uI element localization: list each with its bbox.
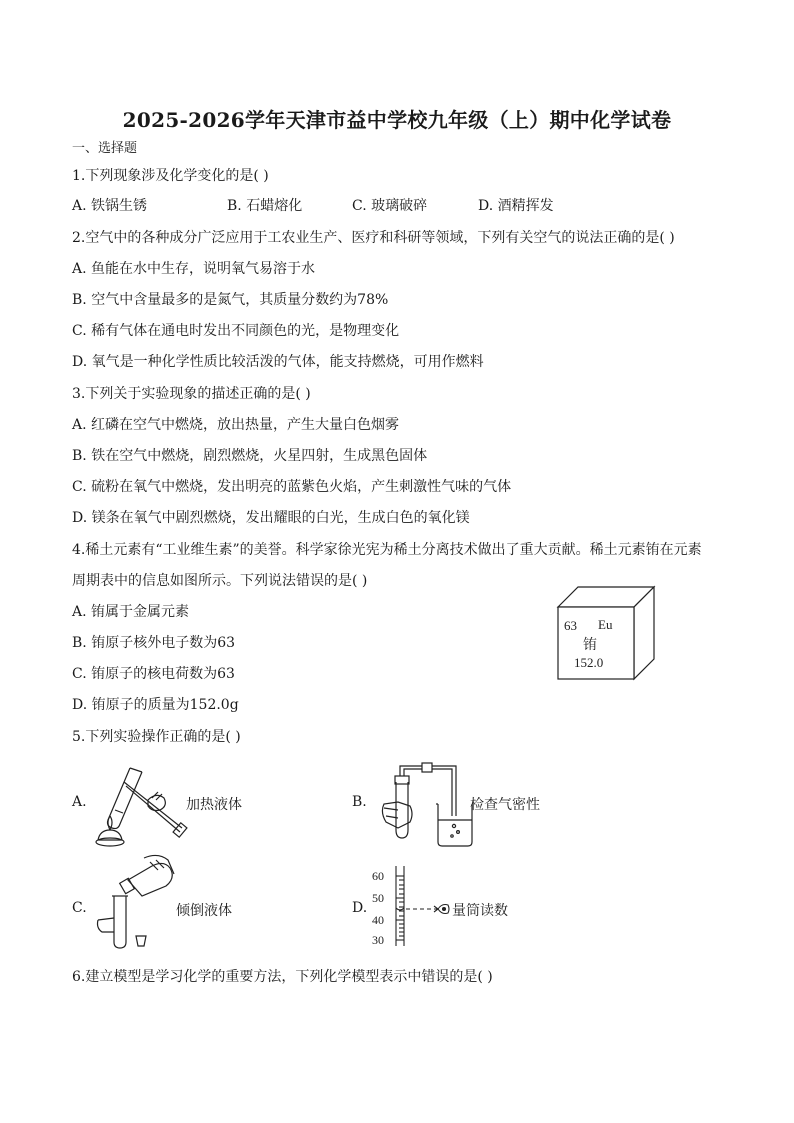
question-2-stem: 2.空气中的各种成分广泛应用于工农业生产、医疗和科研等领域，下列有关空气的说法正确的是( ): [72, 230, 675, 246]
question-4-stem-line1: 4.稀土元素有“工业维生素”的美誉。科学家徐光宪为稀土分离技术做出了重大贡献。稀土元素铕在元素: [72, 542, 702, 558]
q5-option-a-letter: A.: [72, 794, 87, 810]
element-mass: 152.0: [574, 655, 604, 670]
q1-option-a: A. 铁锅生锈: [72, 198, 148, 214]
element-card-figure: [556, 585, 656, 680]
airtightness-check-illustration: [370, 758, 474, 850]
q3-option-b: B. 铁在空气中燃烧，剧烈燃烧，火星四射，生成黑色固体: [72, 448, 428, 464]
element-symbol: Eu: [598, 617, 613, 632]
pouring-liquid-illustration: [92, 852, 184, 952]
cylinder-tick-60: 60: [372, 869, 384, 883]
q4-option-a: A. 铕属于金属元素: [72, 604, 190, 620]
section-heading: 一、选择题: [72, 141, 138, 156]
cylinder-tick-30: 30: [372, 933, 384, 947]
page-title: 2025-2026学年天津市益中学校九年级（上）期中化学试卷: [122, 108, 672, 132]
question-6-stem: 6.建立模型是学习化学的重要方法，下列化学模型表示中错误的是( ): [72, 969, 493, 985]
q2-option-a: A. 鱼能在水中生存，说明氧气易溶于水: [72, 261, 316, 277]
q1-option-d: D. 酒精挥发: [478, 198, 554, 214]
question-1-stem: 1.下列现象涉及化学变化的是( ): [72, 168, 269, 184]
q2-option-c: C. 稀有气体在通电时发出不同颜色的光，是物理变化: [72, 323, 400, 339]
q5-option-b-letter: B.: [352, 794, 367, 810]
question-4-stem-line2: 周期表中的信息如图所示。下列说法错误的是( ): [72, 573, 368, 589]
graduated-cylinder-illustration: [368, 866, 452, 948]
q5-option-d-letter: D.: [352, 900, 368, 916]
question-3-stem: 3.下列关于实验现象的描述正确的是( ): [72, 386, 311, 402]
q5-option-c-label: 倾倒液体: [176, 903, 232, 919]
q1-option-c: C. 玻璃破碎: [352, 198, 428, 214]
q3-option-d: D. 镁条在氧气中剧烈燃烧，发出耀眼的白光，生成白色的氧化镁: [72, 510, 470, 526]
heating-liquid-illustration: [88, 762, 188, 854]
element-atomic-number: 63: [564, 618, 577, 633]
question-5-stem: 5.下列实验操作正确的是( ): [72, 729, 241, 745]
q5-option-d-label: 量筒读数: [452, 903, 508, 919]
q2-option-b: B. 空气中含量最多的是氮气，其质量分数约为78%: [72, 292, 389, 308]
q2-option-d: D. 氧气是一种化学性质比较活泼的气体，能支持燃烧，可用作燃料: [72, 354, 484, 370]
element-name: 铕: [583, 637, 597, 653]
q5-option-b-label: 检查气密性: [470, 797, 540, 813]
q5-option-c-letter: C.: [72, 900, 87, 916]
cylinder-tick-50: 50: [372, 891, 384, 905]
cylinder-tick-40: 40: [372, 913, 384, 927]
q3-option-c: C. 硫粉在氧气中燃烧，发出明亮的蓝紫色火焰，产生刺激性气味的气体: [72, 479, 512, 495]
q4-option-d: D. 铕原子的质量为152.0g: [72, 697, 239, 713]
q4-option-b: B. 铕原子核外电子数为63: [72, 635, 236, 651]
q4-option-c: C. 铕原子的核电荷数为63: [72, 666, 235, 682]
q3-option-a: A. 红磷在空气中燃烧，放出热量，产生大量白色烟雾: [72, 417, 400, 433]
q1-option-b: B. 石蜡熔化: [227, 198, 303, 214]
q5-option-a-label: 加热液体: [186, 797, 242, 813]
